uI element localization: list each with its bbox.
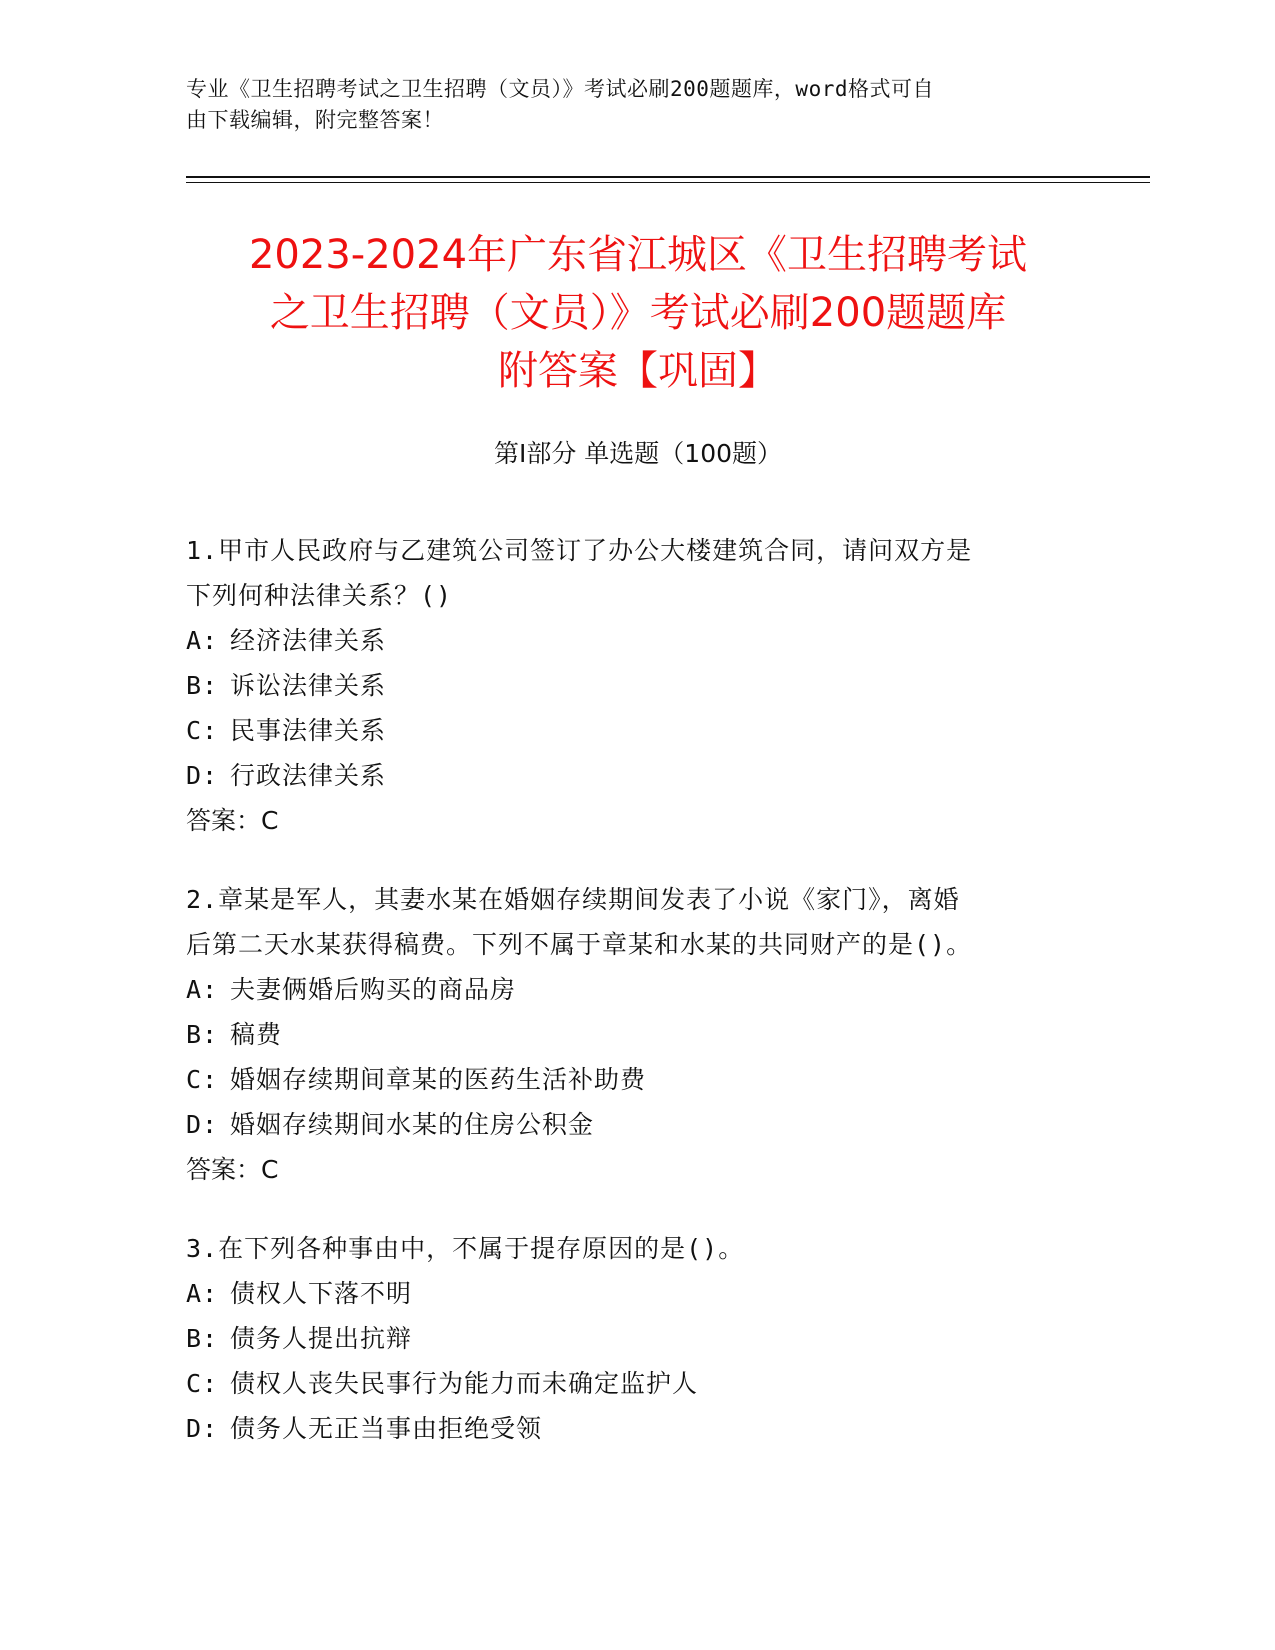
option-text: 债务人提出抗辩 xyxy=(230,1324,413,1353)
question-option xyxy=(186,967,1086,1012)
question-option xyxy=(186,618,1086,663)
question-answer: 答案：C xyxy=(186,1155,279,1184)
option-letter: C: xyxy=(186,716,219,745)
option-text: 夫妻俩婚后购买的商品房 xyxy=(230,975,517,1004)
question-option xyxy=(186,753,1086,798)
question-list xyxy=(186,528,1086,1485)
question-item xyxy=(186,1226,1086,1451)
option-text: 债权人下落不明 xyxy=(230,1279,413,1308)
question-answer: 答案：C xyxy=(186,806,279,835)
header-note-line: 由下载编辑，附完整答案！ xyxy=(186,108,444,132)
question-option xyxy=(186,1102,1086,1147)
option-text: 婚姻存续期间水某的住房公积金 xyxy=(230,1110,595,1139)
question-stem: 2.章某是军人，其妻水某在婚姻存续期间发表了小说《家门》，离婚 xyxy=(186,885,960,914)
question-option xyxy=(186,1057,1086,1102)
header-divider xyxy=(186,182,1150,183)
question-item xyxy=(186,877,1086,1192)
question-stem: 1.甲市人民政府与乙建筑公司签订了办公大楼建筑合同，请问双方是 xyxy=(186,536,973,565)
question-option xyxy=(186,1012,1086,1057)
question-stem: 3.在下列各种事由中，不属于提存原因的是()。 xyxy=(186,1234,745,1263)
header-note xyxy=(186,74,1066,136)
question-option xyxy=(186,708,1086,753)
question-option xyxy=(186,663,1086,708)
question-option xyxy=(186,1361,1086,1406)
option-letter: D: xyxy=(186,761,219,790)
question-option xyxy=(186,1406,1086,1451)
question-option xyxy=(186,1271,1086,1316)
document-title-line: 之卫生招聘（文员）》考试必刷200题题库 xyxy=(269,290,1007,336)
option-text: 诉讼法律关系 xyxy=(230,671,387,700)
option-text: 债权人丧失民事行为能力而未确定监护人 xyxy=(230,1369,699,1398)
option-text: 债务人无正当事由拒绝受领 xyxy=(230,1414,543,1443)
option-letter: D: xyxy=(186,1110,219,1139)
document-title xyxy=(186,226,1090,400)
document-title-line: 附答案【巩固】 xyxy=(498,348,778,394)
option-letter: A: xyxy=(186,1279,219,1308)
section-heading: 第Ⅰ部分 单选题（100题） xyxy=(493,439,783,468)
option-letter: C: xyxy=(186,1369,219,1398)
option-letter: D: xyxy=(186,1414,219,1443)
option-letter: A: xyxy=(186,975,219,1004)
option-text: 稿费 xyxy=(230,1020,283,1049)
question-stem: 下列何种法律关系？() xyxy=(186,581,453,610)
option-text: 婚姻存续期间章某的医药生活补助费 xyxy=(230,1065,647,1094)
option-text: 行政法律关系 xyxy=(230,761,387,790)
question-option xyxy=(186,1316,1086,1361)
question-stem: 后第二天水某获得稿费。下列不属于章某和水某的共同财产的是()。 xyxy=(186,930,973,959)
question-item xyxy=(186,528,1086,843)
option-text: 民事法律关系 xyxy=(230,716,387,745)
option-letter: B: xyxy=(186,1020,219,1049)
option-letter: C: xyxy=(186,1065,219,1094)
document-title-line: 2023-2024年广东省江城区《卫生招聘考试 xyxy=(248,232,1028,278)
option-letter: B: xyxy=(186,671,219,700)
header-divider xyxy=(186,176,1150,178)
option-letter: A: xyxy=(186,626,219,655)
header-note-line: 专业《卫生招聘考试之卫生招聘（文员）》考试必刷200题题库，word格式可自 xyxy=(186,77,934,101)
option-letter: B: xyxy=(186,1324,219,1353)
option-text: 经济法律关系 xyxy=(230,626,387,655)
